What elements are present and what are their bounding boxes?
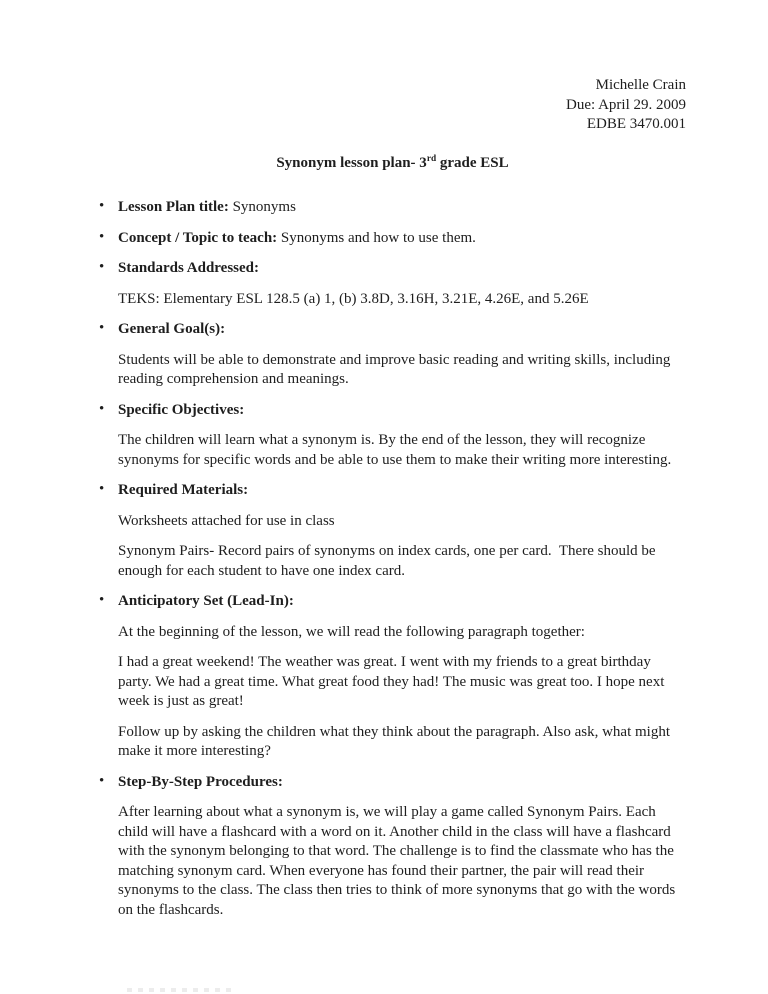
section-heading [118, 401, 686, 421]
section-lesson-plan-title [118, 198, 686, 218]
section-heading [118, 229, 686, 249]
section-required-materials [118, 481, 686, 581]
section-paragraph: TEKS: Elementary ESL 128.5 (a) 1, (b) 3.8D, 3.16H, 3.21E, 4.26E, and 5.26E [118, 290, 589, 307]
section-label: Anticipatory Set (Lead-In): [118, 593, 294, 609]
section-heading [118, 592, 686, 612]
next-page-text-cutoff [127, 988, 233, 992]
section-label: Step-By-Step Procedures: [118, 773, 283, 790]
section-anticipatory-set [118, 592, 686, 762]
section-concept-topic [118, 229, 686, 249]
title-text-after: grade ESL [436, 154, 509, 171]
section-step-by-step-procedures [118, 773, 686, 921]
section-paragraph: Follow up by asking the children what they think about the paragraph. Also ask, what might make it more interesting? [118, 723, 674, 759]
title-text-before: Synonym lesson plan- 3 [276, 154, 427, 171]
section-label: Standards Addressed: [118, 260, 260, 276]
section-paragraph: After learning about what a synonym is, we will play a game called Synonym Pairs. Each child will have a flashcard with a word on it. Another child in the class will have a flashcard with the synonym belonging to that word. The challenge is to find the classmate who has the matching synonym card. When everyone has found their partner, the pair will read their synonyms to the class. The class then tries to think of more synonyms that go with the words on the flashcards. [118, 804, 679, 918]
section-heading [118, 198, 686, 218]
document-title [99, 154, 686, 174]
section-inline-text: Synonyms [228, 199, 296, 215]
due-date: Due: April 29. 2009 [566, 96, 686, 113]
section-standards-addressed [118, 259, 686, 309]
section-label: Specific Objectives: [118, 401, 245, 418]
document-header [118, 76, 686, 135]
section-inline-text: Synonyms and how to use them. [277, 229, 476, 246]
section-label: Lesson Plan title: [118, 199, 229, 215]
section-paragraph: The children will learn what a synonym is. By the end of the lesson, they will recognize synonyms for specific words and be able to use them to make their writing more interesting. [118, 432, 672, 468]
section-specific-objectives [118, 401, 686, 471]
lesson-plan-sections [118, 198, 686, 920]
title-ordinal-superscript: rd [426, 153, 437, 164]
section-heading [118, 320, 686, 340]
section-heading [118, 481, 686, 501]
section-label: Concept / Topic to teach: [118, 229, 278, 246]
section-paragraph: Synonym Pairs- Record pairs of synonyms on index cards, one per card. There should be enough for each student to have one index card. [118, 543, 660, 579]
author-name: Michelle Crain [595, 77, 686, 93]
section-paragraph: Worksheets attached for use in class [118, 512, 335, 529]
section-paragraph: I had a great weekend! The weather was great. I went with my friends to a great birthday party. We had a great time. What great food they had! The music was great too. I hope next week is just as great! [118, 654, 669, 709]
section-label: General Goal(s): [118, 321, 226, 337]
section-general-goals [118, 320, 686, 390]
course-code: EDBE 3470.001 [586, 116, 686, 132]
section-paragraph: At the beginning of the lesson, we will read the following paragraph together: [118, 623, 585, 640]
section-label: Required Materials: [118, 482, 249, 498]
section-heading [118, 259, 686, 279]
section-heading [118, 773, 686, 793]
section-paragraph: Students will be able to demonstrate and improve basic reading and writing skills, including reading comprehension and meanings. [118, 351, 675, 387]
